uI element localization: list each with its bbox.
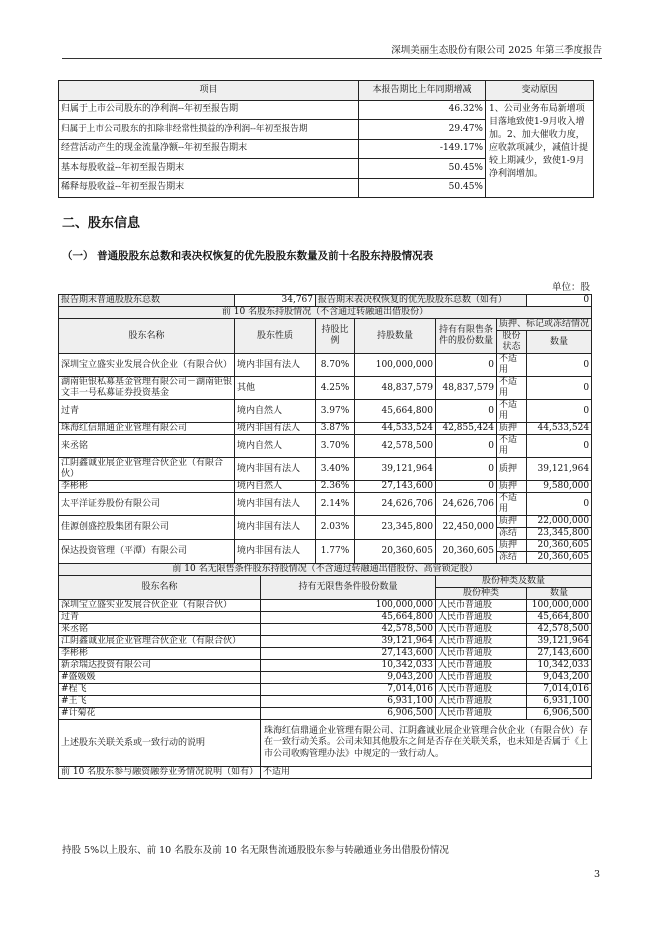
col-header-pledge-group: 质押、标记或冻结情况: [497, 319, 592, 331]
shareholder-name: 江阴鑫诚业展企业管理合伙企业（有限合伙）: [59, 458, 235, 481]
item-cell: 经营活动产生的现金流量净额--年初至报告期末: [59, 139, 359, 159]
table-row: [59, 672, 592, 684]
unrestricted-holder-name: 过青: [59, 612, 261, 624]
table-row: [59, 493, 592, 516]
shareholder-nature: 境内非国有法人: [235, 493, 316, 516]
shares-held: 39,121,964: [355, 458, 436, 481]
table-row: [59, 612, 592, 624]
col-header-pledge-qty: 数量: [527, 331, 592, 354]
table-row: [59, 377, 592, 400]
col-header-name: 股东名称: [59, 576, 261, 600]
shareholder-nature: 境内自然人: [235, 481, 316, 493]
share-type: 人民币普通股: [436, 708, 527, 720]
table-row: [59, 100, 594, 120]
shareholder-nature: 其他: [235, 377, 316, 400]
unrestricted-qty: 7,014,016: [261, 684, 436, 696]
restricted-shares: 24,626,706: [436, 493, 497, 516]
section-title: 二、股东信息: [62, 216, 141, 231]
share-type: 人民币普通股: [436, 684, 527, 696]
unrestricted-qty: 10,342,033: [261, 660, 436, 672]
restricted-shares: 0: [436, 458, 497, 481]
pledge-status: 不适用: [497, 493, 527, 516]
shareholder-nature: 境内非国有法人: [235, 516, 316, 540]
holding-ratio: 2.36%: [316, 481, 355, 493]
pledge-qty: 0: [527, 354, 592, 377]
share-amount: 10,342,033: [527, 660, 592, 672]
col-header-nature: 股东性质: [235, 319, 316, 354]
restricted-shares: 22,450,000: [436, 516, 497, 540]
unrestricted-holder-name: #程飞: [59, 684, 261, 696]
share-amount: 42,578,500: [527, 624, 592, 636]
table-row: [59, 423, 592, 435]
pledge-qty: 23,345,800: [527, 528, 592, 540]
shareholder-nature: 境内非国有法人: [235, 423, 316, 435]
restricted-shares: 20,360,605: [436, 540, 497, 564]
unrestricted-qty: 42,578,500: [261, 624, 436, 636]
table-row: [59, 458, 592, 481]
restricted-shares: 0: [436, 481, 497, 493]
table-row: [59, 540, 592, 552]
shares-held: 42,578,500: [355, 435, 436, 458]
page-number: 3: [593, 869, 600, 880]
item-cell: 归属于上市公司股东的净利润--年初至报告期: [59, 100, 359, 120]
pledge-status: 质押: [497, 481, 527, 493]
table-row: [59, 600, 592, 612]
pledge-status: 冻结: [497, 552, 527, 564]
shareholder-nature: 境内非国有法人: [235, 458, 316, 481]
unrestricted-title: 前 10 名无限售条件股东持股情况（不含通过转融通出借股份、高管锁定股）: [59, 564, 592, 576]
unrestricted-holder-name: #计菊花: [59, 708, 261, 720]
pledge-qty: 22,000,000: [527, 516, 592, 528]
restricted-shares: 42,855,424: [436, 423, 497, 435]
unrestricted-qty: 6,931,100: [261, 696, 436, 708]
share-amount: 45,664,800: [527, 612, 592, 624]
pledge-status: 质押: [497, 423, 527, 435]
table-row: [59, 435, 592, 458]
holding-ratio: 8.70%: [316, 354, 355, 377]
pledge-status: 不适用: [497, 400, 527, 423]
pledge-qty: 44,533,524: [527, 423, 592, 435]
shares-held: 44,533,524: [355, 423, 436, 435]
holding-ratio: 3.87%: [316, 423, 355, 435]
table-row: [59, 684, 592, 696]
table-row: [59, 516, 592, 528]
pref-holders-label: 报告期末表决权恢复的优先股股东总数（如有）: [316, 295, 527, 307]
table-row: [59, 696, 592, 708]
col-header-share-type: 股份种类: [436, 588, 527, 600]
share-type: 人民币普通股: [436, 612, 527, 624]
share-type: 人民币普通股: [436, 624, 527, 636]
unrestricted-qty: 6,906,500: [261, 708, 436, 720]
share-amount: 6,931,100: [527, 696, 592, 708]
header-divider: [62, 58, 602, 59]
share-amount: 9,043,200: [527, 672, 592, 684]
change-cell: 29.47%: [359, 120, 486, 140]
shareholder-nature: 境内非国有法人: [235, 540, 316, 564]
shareholder-nature: 境内非国有法人: [235, 354, 316, 377]
pledge-qty: 20,360,605: [527, 540, 592, 552]
col-header-type-group: 股份种类及数量: [436, 576, 592, 588]
subsection-title: （一） 普通股股东总数和表决权恢复的优先股股东数量及前十名股东持股情况表: [62, 250, 434, 262]
share-type: 人民币普通股: [436, 696, 527, 708]
reason-cell: 1、公司业务布局新增项目落地致使1-9月收入增加。2、加大催收力度，应收款项减少，减值计提较上期减少，致使1-9月净利润增加。: [486, 100, 594, 198]
shareholder-nature: 境内自然人: [235, 435, 316, 458]
unrestricted-holder-name: 李彬彬: [59, 648, 261, 660]
change-cell: 46.32%: [359, 100, 486, 120]
change-table: [58, 80, 594, 198]
unrestricted-qty: 39,121,964: [261, 636, 436, 648]
table-row: [59, 660, 592, 672]
shareholder-name: 李彬彬: [59, 481, 235, 493]
holding-ratio: 3.40%: [316, 458, 355, 481]
pledge-status: 冻结: [497, 528, 527, 540]
unit-label: 单位：股: [551, 282, 590, 293]
col-header-restricted: 持有有限售条件的股份数量: [436, 319, 497, 354]
pledge-status: 质押: [497, 540, 527, 552]
holding-ratio: 1.77%: [316, 540, 355, 564]
pledge-qty: 20,360,605: [527, 552, 592, 564]
unrestricted-holder-name: 来丞铭: [59, 624, 261, 636]
pledge-qty: 0: [527, 435, 592, 458]
holding-ratio: 4.25%: [316, 377, 355, 400]
table-row: [59, 400, 592, 423]
shares-held: 23,345,800: [355, 516, 436, 540]
table-row: [59, 354, 592, 377]
table-row: [59, 708, 592, 720]
related-party-label: 上述股东关联关系或一致行动的说明: [59, 720, 261, 767]
shares-held: 27,143,600: [355, 481, 436, 493]
unrestricted-holder-name: 江阴鑫诚业展企业管理合伙企业（有限合伙）: [59, 636, 261, 648]
holding-ratio: 2.03%: [316, 516, 355, 540]
unrestricted-qty: 100,000,000: [261, 600, 436, 612]
shareholder-name: 深圳宝立盛实业发展合伙企业（有限合伙）: [59, 354, 235, 377]
shares-held: 24,626,706: [355, 493, 436, 516]
share-type: 人民币普通股: [436, 660, 527, 672]
report-header: 深圳美丽生态股份有限公司 2025 年第三季度报告: [391, 45, 602, 56]
pledge-status: 不适用: [497, 435, 527, 458]
pledge-qty: 0: [527, 400, 592, 423]
top10-title: 前 10 名股东持股情况（不含通过转融通出借股份）: [59, 307, 592, 319]
pledge-status: 质押: [497, 516, 527, 528]
unrestricted-holder-name: #盛媛媛: [59, 672, 261, 684]
col-header-change: 本报告期比上年同期增减: [359, 81, 486, 101]
pledge-status: 不适用: [497, 354, 527, 377]
shareholder-name: 佳源创盛控股集团有限公司: [59, 516, 235, 540]
shareholder-name: 湖南钜银私募基金管理有限公司－湖南钜银文丰一号私募证券投资基金: [59, 377, 235, 400]
col-header-shares: 持股数量: [355, 319, 436, 354]
share-type: 人民币普通股: [436, 648, 527, 660]
share-amount: 27,143,600: [527, 648, 592, 660]
total-holders-label: 报告期末普通股股东总数: [59, 295, 235, 307]
item-cell: 归属于上市公司股东的扣除非经常性损益的净利润--年初至报告期: [59, 120, 359, 140]
margin-trading-text: 不适用: [261, 767, 592, 779]
unrestricted-qty: 45,664,800: [261, 612, 436, 624]
shares-held: 20,360,605: [355, 540, 436, 564]
change-cell: -149.17%: [359, 139, 486, 159]
shareholder-name: 太平洋证券股份有限公司: [59, 493, 235, 516]
shareholder-nature: 境内自然人: [235, 400, 316, 423]
col-header-reason: 变动原因: [486, 81, 594, 101]
share-amount: 100,000,000: [527, 600, 592, 612]
shareholder-name: 来丞铭: [59, 435, 235, 458]
shareholder-name: 过青: [59, 400, 235, 423]
margin-trading-label: 前 10 名股东参与融资融券业务情况说明（如有）: [59, 767, 261, 779]
share-type: 人民币普通股: [436, 600, 527, 612]
holding-ratio: 3.70%: [316, 435, 355, 458]
shares-held: 48,837,579: [355, 377, 436, 400]
unrestricted-holder-name: 新余瑞达投资有限公司: [59, 660, 261, 672]
total-holders-value: 34,767: [235, 295, 316, 307]
table-row: [59, 481, 592, 493]
table-row: [59, 636, 592, 648]
pledge-qty: 0: [527, 377, 592, 400]
pledge-qty: 9,580,000: [527, 481, 592, 493]
col-header-unrestricted-qty: 持有无限售条件股份数量: [261, 576, 436, 600]
restricted-shares: 0: [436, 400, 497, 423]
pledge-qty: 39,121,964: [527, 458, 592, 481]
restricted-shares: 48,837,579: [436, 377, 497, 400]
unrestricted-qty: 9,043,200: [261, 672, 436, 684]
restricted-shares: 0: [436, 354, 497, 377]
restricted-shares: 0: [436, 435, 497, 458]
pledge-status: 不适用: [497, 377, 527, 400]
shareholder-name: 珠海红信鼎通企业管理有限公司: [59, 423, 235, 435]
table-row: [59, 648, 592, 660]
share-amount: 7,014,016: [527, 684, 592, 696]
shareholder-name: 保达投资管理（平潭）有限公司: [59, 540, 235, 564]
unrestricted-holder-name: 深圳宝立盛实业发展合伙企业（有限合伙）: [59, 600, 261, 612]
pledge-qty: 0: [527, 493, 592, 516]
share-amount: 6,906,500: [527, 708, 592, 720]
shares-held: 45,664,800: [355, 400, 436, 423]
change-cell: 50.45%: [359, 159, 486, 179]
col-header-name: 股东名称: [59, 319, 235, 354]
table-row: [59, 624, 592, 636]
related-party-text: 珠海红信鼎通企业管理有限公司、江阴鑫诚业展企业管理合伙企业（有限合伙）存在一致行动关系。公司未知其他股东之间是否存在关联关系，也未知是否属于《上市公司收购管理办法》中规定的一致行动人。: [261, 720, 592, 767]
col-header-amount: 数量: [527, 588, 592, 600]
col-header-pledge-status: 股份状态: [497, 331, 527, 354]
col-header-item: 项目: [59, 81, 359, 101]
unrestricted-holder-name: #王飞: [59, 696, 261, 708]
unrestricted-qty: 27,143,600: [261, 648, 436, 660]
item-cell: 稀释每股收益--年初至报告期末: [59, 178, 359, 198]
shareholder-table: [58, 294, 592, 779]
share-type: 人民币普通股: [436, 636, 527, 648]
lending-note: 持股 5%以上股东、前 10 名股东及前 10 名无限售流通股股东参与转融通业务出借股份情况: [62, 845, 449, 856]
item-cell: 基本每股收益--年初至报告期末: [59, 159, 359, 179]
pref-holders-value: 0: [527, 295, 592, 307]
share-amount: 39,121,964: [527, 636, 592, 648]
holding-ratio: 3.97%: [316, 400, 355, 423]
share-type: 人民币普通股: [436, 672, 527, 684]
shares-held: 100,000,000: [355, 354, 436, 377]
col-header-ratio: 持股比例: [316, 319, 355, 354]
holding-ratio: 2.14%: [316, 493, 355, 516]
change-cell: 50.45%: [359, 178, 486, 198]
pledge-status: 质押: [497, 458, 527, 481]
